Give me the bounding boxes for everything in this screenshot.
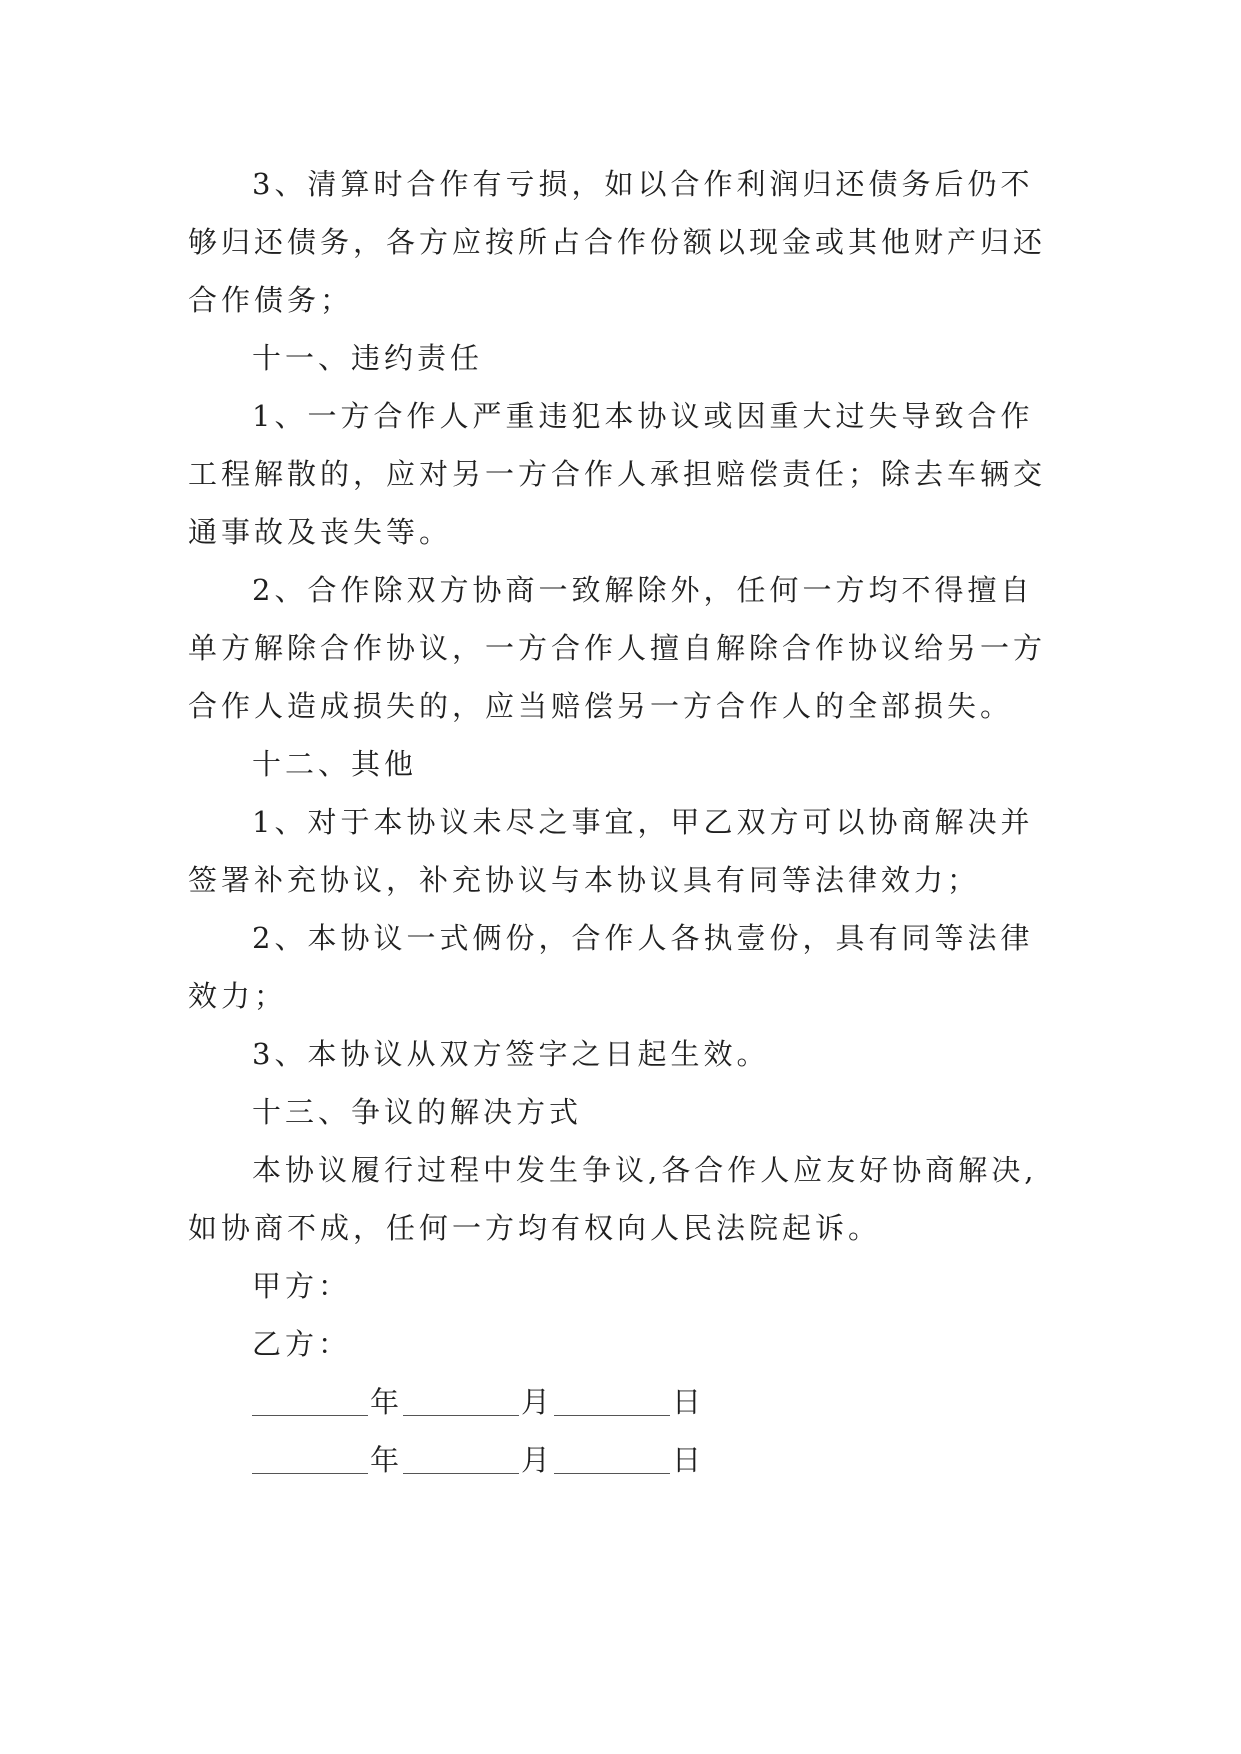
- section-heading-text: 十一、违约责任: [252, 341, 484, 375]
- paragraph: [188, 387, 1058, 561]
- text-line: 签署补充协议，补充协议与本协议具有同等法律效力；: [188, 863, 981, 897]
- paragraph: [188, 561, 1058, 735]
- text-line: 合作债务；: [188, 283, 354, 317]
- paragraph: [188, 1025, 1058, 1083]
- text-line: 2、本协议一式俩份，合作人各执壹份，具有同等法律: [252, 921, 1034, 955]
- month-blank: [403, 1414, 519, 1416]
- date-line: [188, 1373, 1058, 1431]
- year-label: 年: [370, 1385, 404, 1419]
- text-line: 单方解除合作协议，一方合作人擅自解除合作协议给另一方: [188, 631, 1047, 665]
- date-line: [188, 1431, 1058, 1489]
- section-heading: [188, 1083, 1058, 1141]
- day-blank: [554, 1472, 670, 1474]
- section-heading: [188, 329, 1058, 387]
- text-line: 效力；: [188, 979, 288, 1013]
- text-line: 本协议履行过程中发生争议,各合作人应友好协商解决,: [252, 1153, 1038, 1187]
- day-label: 日: [672, 1443, 706, 1477]
- day-label: 日: [672, 1385, 706, 1419]
- year-blank: [252, 1472, 368, 1474]
- section-heading-text: 十二、其他: [252, 747, 418, 781]
- paragraph: [188, 155, 1058, 329]
- text-line: 1、一方合作人严重违犯本协议或因重大过失导致合作: [252, 399, 1034, 433]
- party-b-label: 乙方：: [252, 1327, 352, 1361]
- day-blank: [554, 1414, 670, 1416]
- section-heading: [188, 735, 1058, 793]
- month-label: 月: [521, 1443, 555, 1477]
- text-line: 3、本协议从双方签字之日起生效。: [252, 1037, 770, 1071]
- year-blank: [252, 1414, 368, 1416]
- text-line: 够归还债务，各方应按所占合作份额以现金或其他财产归还: [188, 225, 1047, 259]
- text-line: 通事故及丧失等。: [188, 515, 453, 549]
- text-line: 合作人造成损失的，应当赔偿另一方合作人的全部损失。: [188, 689, 1014, 723]
- party-b-signature-label: [188, 1315, 1058, 1373]
- document-body: [188, 155, 1058, 1489]
- text-line: 如协商不成，任何一方均有权向人民法院起诉。: [188, 1211, 882, 1245]
- section-heading-text: 十三、争议的解决方式: [252, 1095, 583, 1129]
- party-a-signature-label: [188, 1257, 1058, 1315]
- paragraph: [188, 1141, 1058, 1257]
- paragraph: [188, 909, 1058, 1025]
- paragraph: [188, 793, 1058, 909]
- year-label: 年: [370, 1443, 404, 1477]
- month-blank: [403, 1472, 519, 1474]
- text-line: 3、清算时合作有亏损，如以合作利润归还债务后仍不: [252, 167, 1034, 201]
- text-line: 工程解散的，应对另一方合作人承担赔偿责任；除去车辆交: [188, 457, 1047, 491]
- text-line: 1、对于本协议未尽之事宜，甲乙双方可以协商解决并: [252, 805, 1034, 839]
- month-label: 月: [521, 1385, 555, 1419]
- text-line: 2、合作除双方协商一致解除外，任何一方均不得擅自: [252, 573, 1034, 607]
- party-a-label: 甲方：: [252, 1269, 352, 1303]
